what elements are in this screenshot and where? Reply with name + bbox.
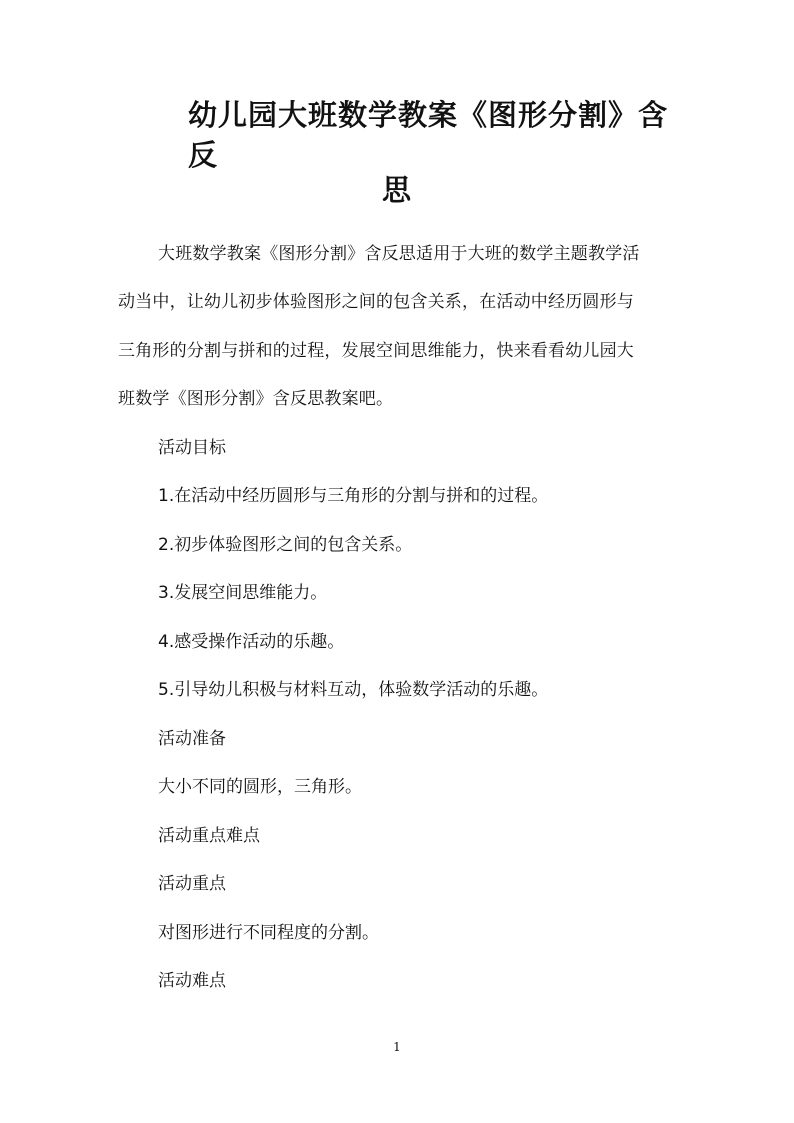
preparation-text: 大小不同的圆形，三角形。 [158, 777, 362, 797]
intro-line-3: 三角形的分割与拼和的过程，发展空间思维能力，快来看看幼儿园大 [118, 341, 634, 361]
objective-item-3: 3.发展空间思维能力。 [158, 583, 328, 603]
section-heading-preparation: 活动准备 [158, 729, 226, 749]
objective-item-4: 4.感受操作活动的乐趣。 [158, 632, 345, 652]
objective-item-2: 2.初步体验图形之间的包含关系。 [158, 535, 413, 555]
intro-line-1: 大班数学教案《图形分割》含反思适用于大班的数学主题教学活 [158, 244, 640, 264]
intro-line-2: 动当中，让幼儿初步体验图形之间的包含关系，在活动中经历圆形与 [118, 292, 634, 312]
document-title-line-1: 幼儿园大班数学教案《图形分割》含反 [188, 98, 669, 172]
subheading-difficulty: 活动难点 [158, 971, 226, 991]
objective-item-1: 1.在活动中经历圆形与三角形的分割与拼和的过程。 [158, 486, 549, 506]
section-heading-objectives: 活动目标 [158, 438, 226, 458]
page-number: 1 [393, 1040, 401, 1054]
section-heading-key-points: 活动重点难点 [158, 826, 260, 846]
intro-line-4: 班数学《图形分割》含反思教案吧。 [118, 389, 394, 409]
subheading-key-point: 活动重点 [158, 874, 226, 894]
document-title-line-2: 思 [381, 173, 412, 207]
objective-item-5: 5.引导幼儿积极与材料互动，体验数学活动的乐趣。 [158, 680, 549, 700]
key-point-text: 对图形进行不同程度的分割。 [158, 923, 379, 943]
